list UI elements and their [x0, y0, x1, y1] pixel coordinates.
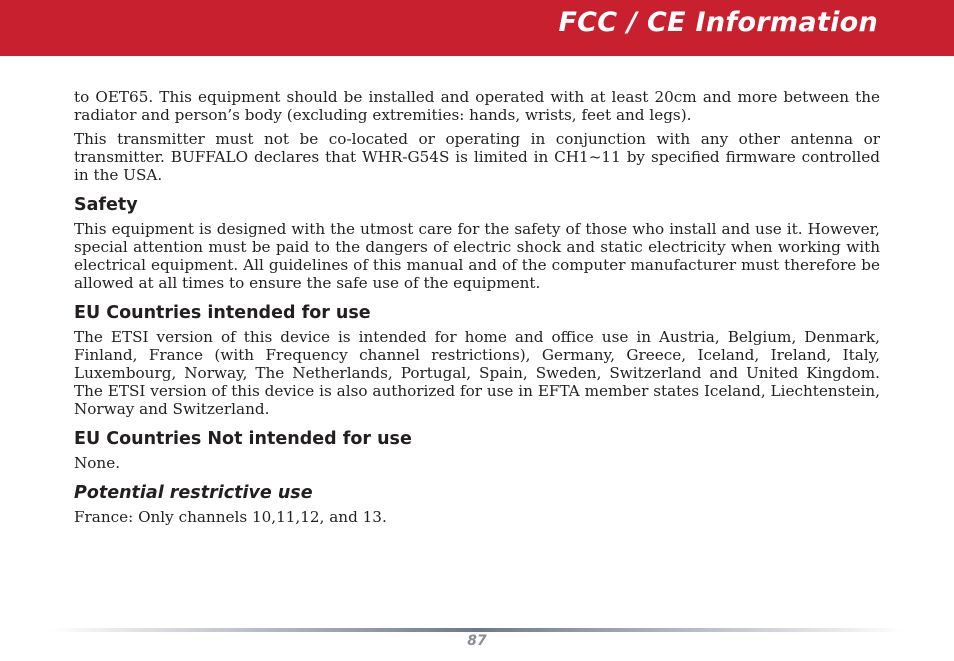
- paragraph-restrictive-use: France: Only channels 10,11,12, and 13.: [74, 508, 387, 526]
- heading-safety: Safety: [74, 195, 138, 215]
- page-number: 87: [467, 633, 487, 649]
- paragraph-transmitter: This transmitter must not be co-located or operating in conjunction with any other antenna or transmitter. BUFFALO declares that WHR-G54S is limited in CH1~11 by specified firmware controlled in the USA.: [74, 130, 880, 184]
- heading-restrictive-use: Potential restrictive use: [74, 483, 313, 503]
- paragraph-eu-not-intended: None.: [74, 454, 121, 472]
- heading-eu-not-intended: EU Countries Not intended for use: [74, 429, 412, 449]
- page-title: FCC / CE Information: [558, 7, 878, 38]
- document-body: [74, 88, 880, 532]
- paragraph-safety: This equipment is designed with the utmost care for the safety of those who install and use it. However, special attention must be paid to the dangers of electric shock and static electricity when working with electrical equipment. All guidelines of this manual and of the computer manufacturer must therefore be allowed at all times to ensure the safe use of the equipment.: [74, 220, 880, 292]
- paragraph-eu-intended: The ETSI version of this device is intended for home and office use in Austria, Belgium, Denmark, Finland, France (with Frequency channel restrictions), Germany, Greece, Iceland, Ireland, Italy, Luxembourg, Norway, The Netherlands, Portugal, Spain, Sweden, Switzerland and United Kingdom. The ETSI version of this device is also authorized for use in EFTA member states Iceland, Liechtenstein, Norway and Switzerland.: [74, 328, 880, 418]
- footer-rule: [50, 628, 904, 632]
- paragraph-oet65: to OET65. This equipment should be installed and operated with at least 20cm and more between the radiator and person’s body (excluding extremities: hands, wrists, feet and legs).: [74, 88, 880, 124]
- header-band: [0, 0, 954, 56]
- heading-eu-intended: EU Countries intended for use: [74, 303, 371, 323]
